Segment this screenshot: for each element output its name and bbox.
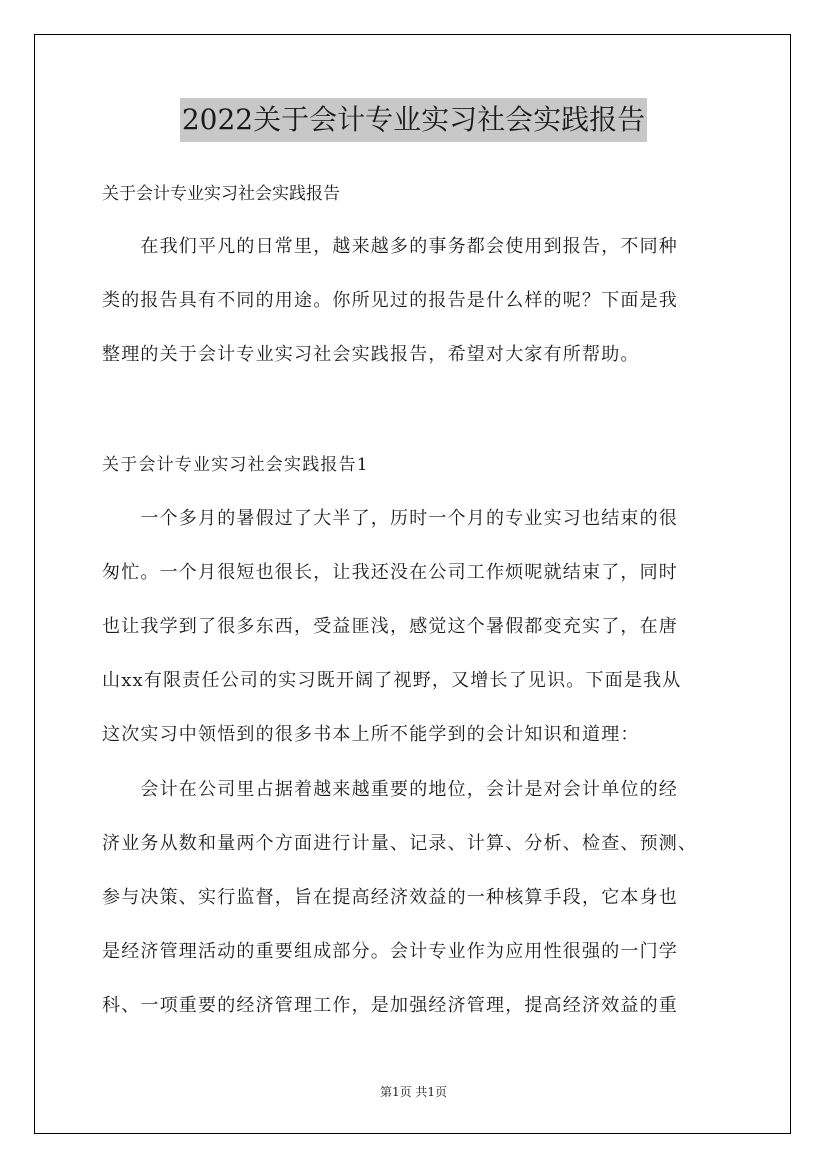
paragraph-line: 这次实习中领悟到的很多书本上所不能学到的会计知识和道理：: [102, 724, 640, 745]
paragraph-line: 在我们平凡的日常里，越来越多的事务都会使用到报告，不同种: [102, 236, 678, 257]
paragraph-line: 会计在公司里占据着越来越重要的地位，会计是对会计单位的经: [102, 779, 678, 800]
paragraph-line: 济业务从数和量两个方面进行计量、记录、计算、分析、检查、预测、: [102, 833, 698, 854]
paragraph-line: 匆忙。一个月很短也很长，让我还没在公司工作烦呢就结束了，同时: [102, 562, 678, 583]
page-footer: 第1页 共1页: [379, 1085, 448, 1099]
document-title: 2022关于会计专业实习社会实践报告: [180, 98, 647, 142]
paragraph-line: 整理的关于会计专业实习社会实践报告，希望对大家有所帮助。: [102, 344, 640, 365]
paragraph-line: 一个多月的暑假过了大半了，历时一个月的专业实习也结束的很: [102, 508, 678, 529]
paragraph-line: 类的报告具有不同的用途。你所见过的报告是什么样的呢？下面是我: [102, 290, 678, 311]
paragraph-line: 山xx有限责任公司的实习既开阔了视野，又增长了见识。下面是我从: [102, 670, 682, 691]
paragraph-line: 也让我学到了很多东西，受益匪浅，感觉这个暑假都变充实了，在唐: [102, 616, 678, 637]
document-subtitle: 关于会计专业实习社会实践报告: [102, 184, 340, 204]
title-container: [0, 98, 827, 142]
paragraph-line: 是经济管理活动的重要组成部分。会计专业作为应用性很强的一门学: [102, 941, 678, 962]
paragraph-line: 参与决策、实行监督，旨在提高经济效益的一种核算手段，它本身也: [102, 887, 678, 908]
section-heading: 关于会计专业实习社会实践报告1: [102, 455, 369, 475]
paragraph-line: 科、一项重要的经济管理工作，是加强经济管理，提高经济效益的重: [102, 995, 678, 1016]
